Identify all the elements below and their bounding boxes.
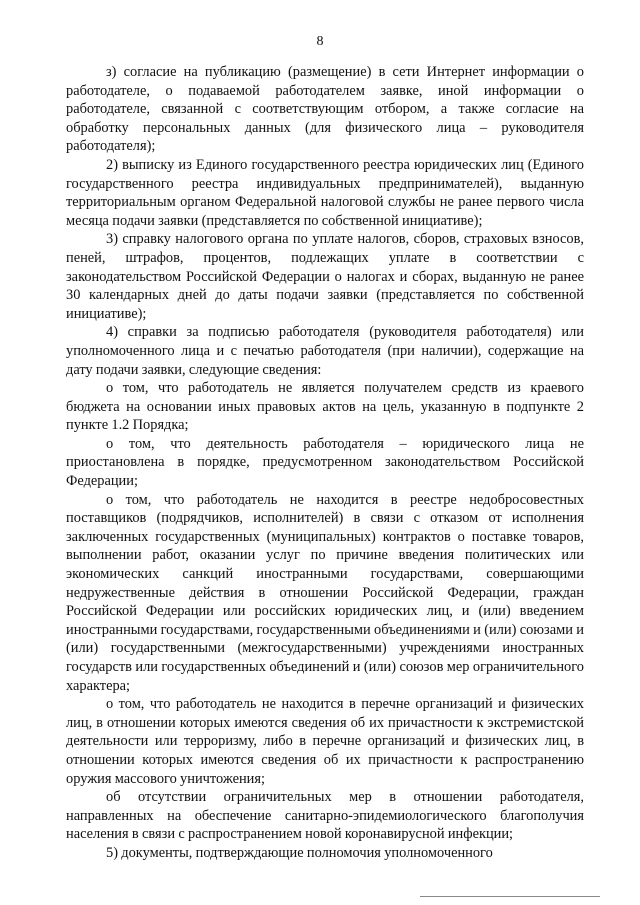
footer-rule [420,896,600,897]
paragraph-egrul-extract: 2) выписку из Единого государственного реестра юридических лиц (Единого государственного реестра индивидуальных предпринимателей), выданную территориальным органом Федеральной налоговой службы не ранее первого числа месяца подачи заявки (представляется по собственной инициативе); [66,156,584,229]
paragraph-not-suspended: о том, что деятельность работодателя – юридического лица не приостановлена в порядке, предусмотренном законодательством Российской Федерации; [66,435,584,490]
paragraph-tax-certificate: 3) справку налогового органа по уплате налогов, сборов, страховых взносов, пеней, штрафов, процентов, подлежащих уплате в соответствии с законодательством Российской Федерации о налогах и сборах, выданную не ранее 30 календарных дней до даты подачи заявки (представляется по собственной инициативе); [66,231,584,322]
paragraph-not-in-registry: о том, что работодатель не находится в реестре недобросовестных поставщиков (подрядчиков, исполнителей) в связи с отказом от исполнения заключенных государственных (муниципальных) контрактов о поставке товаров, выполнении работ, оказании услуг по причине введения политических или экономических санкций иностранными государствами, совершающими недружественные действия в отношении Российской Федерации, граждан Российской Федерации или российских юридических лиц, и (или) введением иностранными государствами, государственными объединениями и (или) союзами и (или) государственными (межгосударственными) учреждениями иностранных государств или государственных объединений и (или) союзов мер ограничительного характера; [66,491,584,694]
paragraph-consent: з) согласие на публикацию (размещение) в сети Интернет информации о работодателе, о подаваемой работодателем заявке, иной информации о работодателе, связанной с соответствующим отбором, а также согласие на обработку персональных данных (для физического лица – руководителя работодателя); [66,64,584,155]
paragraph-not-extremist: о том, что работодатель не находится в перечне организаций и физических лиц, в отношении которых имеются сведения об их причастности к экстремистской деятельности или терроризму, либо в перечне организаций и физических лиц, в отношении которых имеются сведения об их причастности к распространению оружия массового уничтожения; [66,696,584,787]
document-body [66,63,584,863]
paragraph-employer-certificates: 4) справки за подписью работодателя (руководителя работодателя) или уполномоченного лица и с печатью работодателя (при наличии), содержащие на дату подачи заявки, следующие сведения: [66,324,584,378]
page-number: 8 [316,34,324,49]
paragraph-authority-documents: 5) документы, подтверждающие полномочия уполномоченного [106,844,493,861]
paragraph-not-recipient: о том, что работодатель не является получателем средств из краевого бюджета на основании иных правовых актов на цель, указанную в подпункте 2 пункте 1.2 Порядка; [66,380,584,434]
paragraph-no-restrictions: об отсутствии ограничительных мер в отношении работодателя, направленных на обеспечение санитарно-эпидемиологического благополучия населения в связи с распространением новой коронавирусной инфекции; [66,789,584,843]
